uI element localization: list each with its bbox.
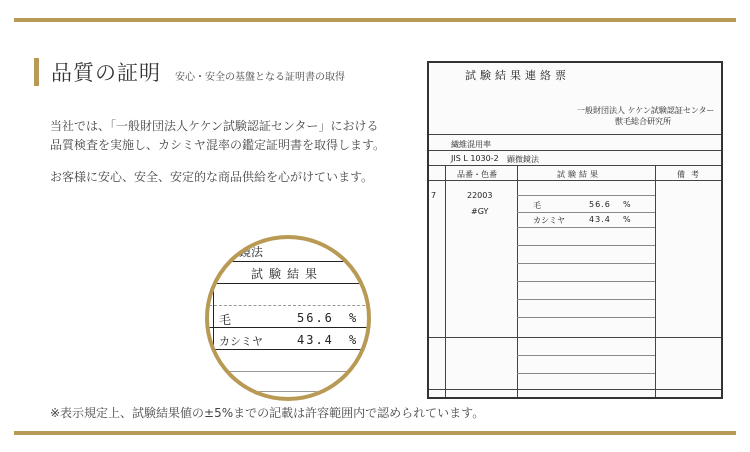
certificate-dotted-rule: [517, 299, 655, 300]
certificate-dotted-rule: [517, 317, 655, 318]
certificate-dotted-rule: [517, 212, 655, 213]
certificate-lab: 獣毛総合研究所: [615, 117, 671, 126]
certificate-rule: [429, 165, 723, 166]
magnified-line: [209, 391, 371, 392]
magnified-certificate-detail: [209, 239, 371, 401]
magnified-line: [209, 371, 371, 372]
certificate-rule: [429, 134, 723, 135]
magnified-row-wool-name: 毛: [219, 313, 232, 327]
intro-paragraph: [50, 117, 385, 155]
certificate-row-wool-name: 毛: [533, 201, 541, 210]
tolerance-footnote: ※表示規定上、試験結果値の±5%までの記載は許容範囲内で認められています。: [50, 406, 485, 420]
certificate-row-cashmere-value: 43.4: [589, 215, 611, 224]
certificate-col-note: 備考: [677, 170, 705, 179]
magnified-line: [209, 283, 371, 284]
certificate-organization: 一般財団法人 ケケン試験認証センター: [577, 106, 715, 115]
magnified-line: [209, 349, 371, 350]
certificate-col-divider: [445, 165, 446, 399]
certificate-col-result: 試験結果: [557, 170, 601, 179]
certificate-color-code: #GY: [471, 207, 489, 216]
magnified-row-cashmere-unit: %: [349, 333, 357, 347]
top-rule: [14, 18, 736, 22]
magnified-method-label: 鏡法: [239, 245, 264, 259]
certificate-dotted-rule: [517, 245, 655, 246]
certificate-dotted-rule: [517, 195, 655, 196]
magnified-line: [209, 305, 371, 306]
certificate-col-divider: [517, 165, 518, 399]
page-title: 品質の証明: [51, 61, 161, 85]
certificate-row-cashmere-name: カシミヤ: [533, 216, 565, 225]
certificate-dotted-rule: [517, 281, 655, 282]
magnified-line: [213, 239, 214, 401]
certificate-product-code: 22003: [467, 191, 493, 200]
certificate-row-number: 7: [431, 191, 437, 200]
page-subtitle: 安心・安全の基盤となる証明書の取得: [175, 71, 345, 83]
certificate-col-product: 品番・色番: [457, 170, 497, 179]
certificate-method: 顕微鏡法: [507, 155, 539, 164]
magnified-row-cashmere-value: 43.4: [297, 333, 334, 347]
certificate-col-divider: [655, 165, 656, 399]
certificate-rule: [429, 337, 723, 338]
magnified-line: [209, 261, 371, 262]
certificate-rule: [429, 180, 723, 181]
certificate-dotted-rule: [517, 263, 655, 264]
heading-accent-bar: [34, 58, 39, 86]
certificate-dotted-rule: [517, 355, 655, 356]
assurance-paragraph: お客様に安心、安全、安定的な商品供給を心がけています。: [50, 170, 374, 184]
magnified-row-wool-unit: %: [349, 311, 357, 325]
certificate-dotted-rule: [517, 373, 655, 374]
certificate-title: 試験結果連絡票: [465, 69, 570, 82]
magnified-row-wool-value: 56.6: [297, 311, 334, 325]
certificate-section: 繊維混用率: [451, 140, 491, 149]
magnified-line: [209, 327, 371, 328]
section-heading: [34, 58, 345, 86]
certificate-rule: [429, 150, 723, 151]
magnifier-lens: [205, 235, 371, 401]
certificate-rule: [429, 389, 723, 390]
certificate-dotted-rule: [517, 227, 655, 228]
magnified-row-cashmere-name: カシミヤ: [219, 335, 263, 348]
certificate-row-wool-unit: %: [623, 200, 631, 209]
certificate-standard: JIS L 1030-2: [451, 154, 499, 163]
certificate-row-cashmere-unit: %: [623, 215, 631, 224]
intro-line-1: 当社では、「一般財団法人ケケン試験認証センター」における: [50, 119, 379, 133]
certificate-row-wool-value: 56.6: [589, 200, 611, 209]
bottom-rule: [14, 431, 736, 435]
test-result-certificate: [427, 61, 723, 399]
intro-line-2: 品質検査を実施し、カシミヤ混率の鑑定証明書を取得します。: [50, 138, 386, 152]
magnified-result-header: 試験結果: [251, 267, 324, 281]
